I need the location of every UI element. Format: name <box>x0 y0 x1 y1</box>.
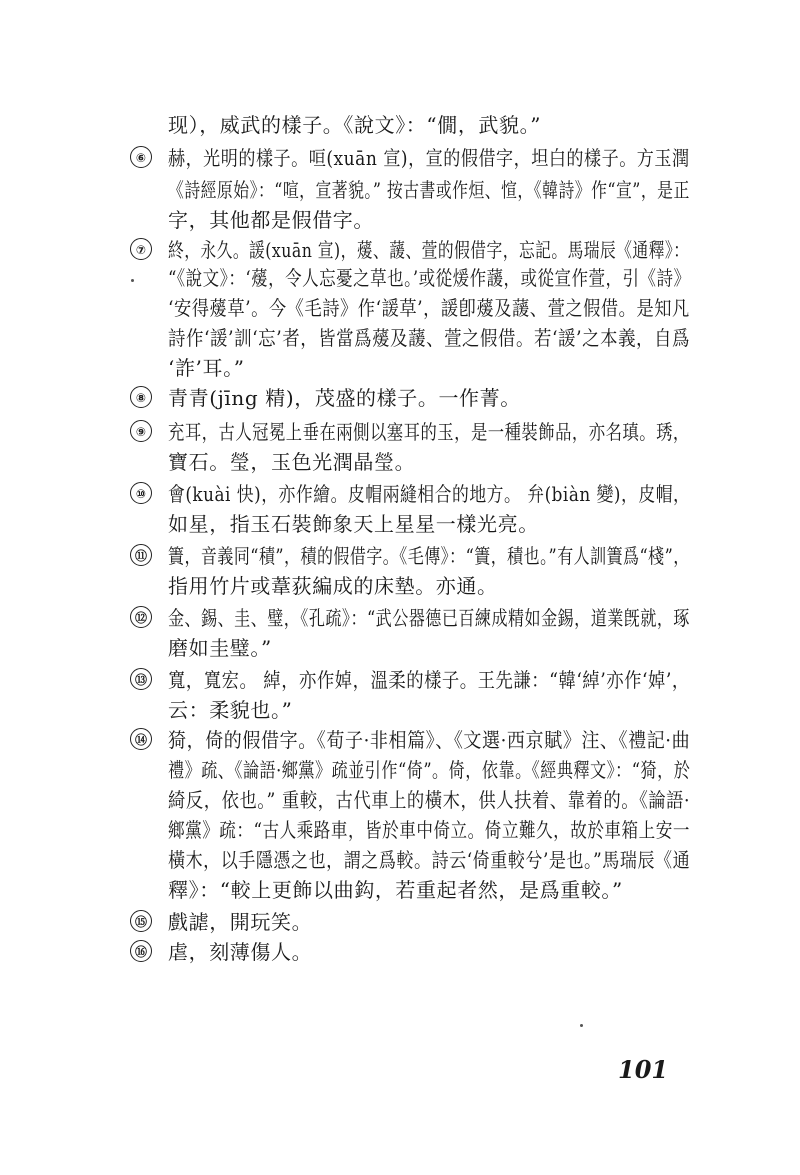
speck <box>131 279 134 282</box>
note-marker-11: ⑪ <box>130 544 152 566</box>
note-line: 禮》疏、《論語·鄉黨》疏並引作“倚”。倚，依靠。《經典釋文》：“猗，於 <box>168 758 691 782</box>
note-line: ‘安得蕿草’。今《毛詩》作‘諼草’，諼卽蕿及蘐、萱之假借。是知凡 <box>168 296 690 320</box>
note-line: 青青(jīng 精)，茂盛的樣子。一作菁。 <box>168 386 521 410</box>
note-marker-6: ⑥ <box>130 146 152 168</box>
note-line: “《說文》：‘蕿，令人忘憂之草也。’或從煖作蘐，或從宣作萱，引《詩》 <box>168 266 691 290</box>
note-marker-15: ⑮ <box>130 910 152 932</box>
note-marker-12: ⑫ <box>130 606 152 628</box>
note-line: 金、錫、圭、璧，《孔疏》：“武公器德已百練成精如金錫，道業旣就，琢 <box>168 606 690 630</box>
note-line: 寶石。瑩，玉色光潤晶瑩。 <box>168 450 416 474</box>
note-line: 鄉黨》疏：“古人乘路車，皆於車中倚立。倚立難久，故於車箱上安一 <box>168 818 690 842</box>
speck <box>580 1024 583 1027</box>
note-marker-13: ⑬ <box>130 668 152 690</box>
note-marker-14: ⑭ <box>130 728 152 750</box>
note-line: 指用竹片或葦荻編成的床墊。亦通。 <box>168 574 498 598</box>
note-line: 詩作‘諼’訓‘忘’者，皆當爲蕿及蘐、萱之假借。若‘諼’之本義，自爲 <box>168 326 691 350</box>
note-line: 虐，刻薄傷人。 <box>168 940 313 964</box>
note-line: 寬，寬宏。 綽，亦作婥，溫柔的樣子。王先謙：“韓‘綽’亦作‘婥’， <box>168 668 690 692</box>
note-line: 充耳，古人冠冕上垂在兩側以塞耳的玉，是一種裝飾品，亦名瑱。琇， <box>168 420 690 444</box>
note-marker-10: ⑩ <box>130 482 152 504</box>
note-line: 會(kuài 快)，亦作繪。皮帽兩縫相合的地方。 弁(biàn 變)，皮帽， <box>168 482 691 506</box>
note-marker-16: ⑯ <box>130 940 152 962</box>
page-number: 101 <box>618 1055 669 1084</box>
note-line: 《詩經原始》：“喧，宣著貌。” 按古書或作烜、愃，《韓詩》作“宣”，是正 <box>168 178 690 202</box>
note-line: 字，其他都是假借字。 <box>168 208 374 232</box>
note-line: 綺反，依也。” 重較，古代車上的橫木，供人扶着、靠着的。《論語· <box>168 788 691 812</box>
note-line: 釋》：“較上更飾以曲鈎，若重起者然，是爲重較。” <box>168 878 623 902</box>
note-line: 終，永久。諼(xuān 宣)，蕿、蘐、萱的假借字，忘記。馬瑞辰《通釋》： <box>168 238 690 262</box>
note-line: 现），威武的樣子。《說文》：“僩，武貌。” <box>168 113 542 137</box>
note-line: 如星，指玉石裝飾象天上星星一樣光亮。 <box>168 512 539 536</box>
note-line: 猗，倚的假借字。《荀子·非相篇》、《文選·西京賦》注、《禮記·曲 <box>168 728 691 752</box>
note-marker-8: ⑧ <box>130 386 152 408</box>
note-marker-9: ⑨ <box>130 420 152 442</box>
note-marker-7: ⑦ <box>130 238 152 260</box>
note-line: 赫，光明的樣子。咺(xuān 宣)，宣的假借字，坦白的樣子。方玉潤 <box>168 146 690 170</box>
note-line: 磨如圭璧。” <box>168 636 272 660</box>
note-line: ‘詐’耳。” <box>168 356 245 380</box>
note-line: 簀，音義同“積”，積的假借字。《毛傳》：“簀，積也。”有人訓簀爲“棧”， <box>168 544 690 568</box>
note-line: 戲謔，開玩笑。 <box>168 910 313 934</box>
note-line: 云：柔貌也。” <box>168 698 293 722</box>
note-line: 橫木，以手隱憑之也，謂之爲較。詩云‘倚重較兮’是也。”馬瑞辰《通 <box>168 848 691 872</box>
